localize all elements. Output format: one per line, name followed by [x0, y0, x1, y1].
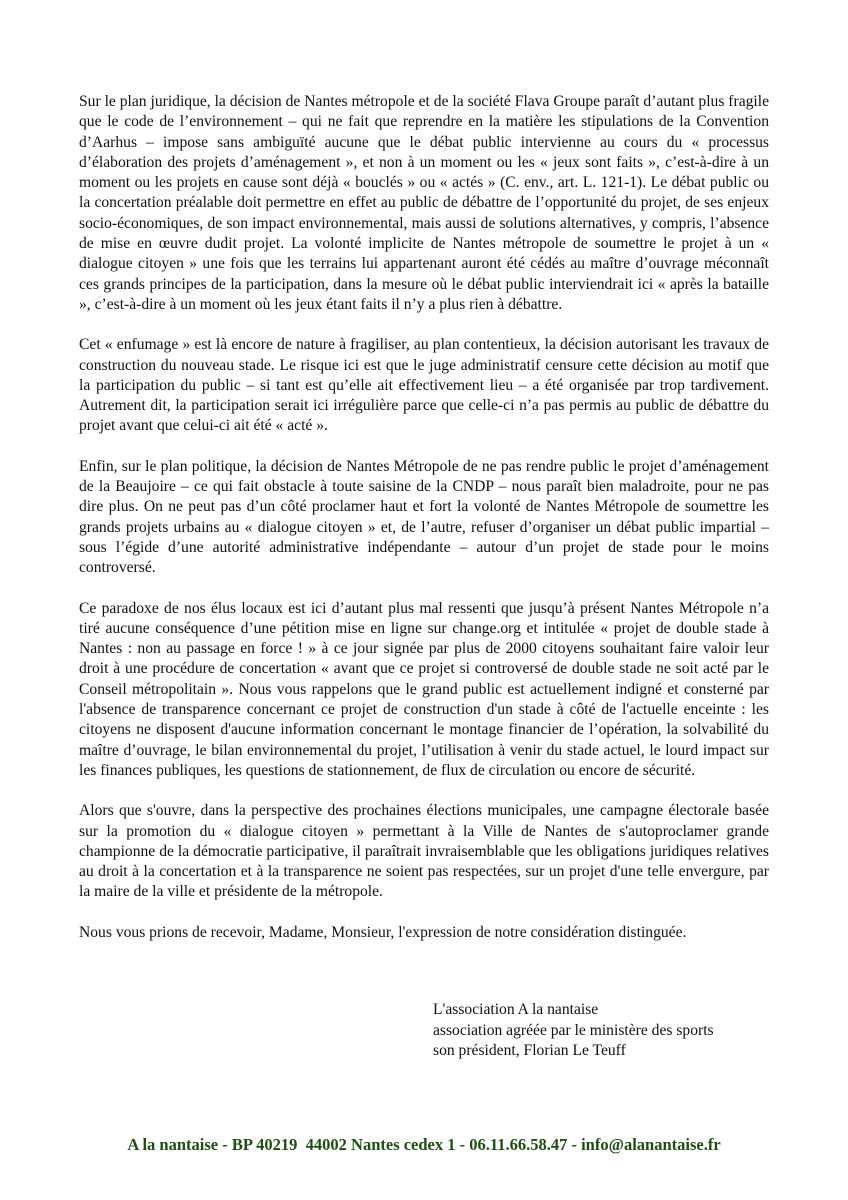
paragraph-elections: Alors que s'ouvre, dans la perspective des prochaines élections municipales, une campagne électorale basée sur la promotion du « dialogue citoyen » permettant à la Ville de Nantes de s'autoproclamer grande championne de la démocratie participative, il paraîtrait invraisemblable que les obligations juridiques relatives au droit à la concertation et à la transparence ne soient pas respectées, sur un projet d'une telle envergure, par la maire de la ville et présidente de la métropole.: [79, 802, 769, 901]
paragraph-petition: Ce paradoxe de nos élus locaux est ici d’autant plus mal ressenti que jusqu’à présent Nantes Métropole n’a tiré aucune conséquence d’une pétition mise en ligne sur change.org et intitulée « projet de double stade à Nantes : non au passage en force ! » à ce jour signée par plus de 2000 citoyens souhaitant faire valoir leur droit à une procédure de concertation « avant que ce projet si controversé de double stade ne soit acté par le Conseil métropolitain ». Nous vous rappelons que le grand public est actuellement indigné et consterné par l'absence de transparence concernant ce projet de construction d'un stade à côté de l'actuelle enceinte : les citoyens ne disposent d'aucune information concernant le montage financier de l’opération, la solvabilité du maître d’ouvrage, le bilan environnemental du projet, l’utilisation à venir du stade actuel, le lourd impact sur les finances publiques, les questions de stationnement, de flux de circulation ou encore de sécurité.: [79, 599, 769, 779]
signature-association: L'association A la nantaise: [433, 1001, 599, 1018]
signature-president: son président, Florian Le Teuff: [433, 1042, 626, 1059]
paragraph-legal-analysis: Sur le plan juridique, la décision de Nantes métropole et de la société Flava Groupe paraît d’autant plus fragile que le code de l’environnement – qui ne fait que reprendre en la matière les stipulations de la Convention d’Aarhus – impose sans ambiguïté aucune que le débat public intervienne au cours du « processus d’élaboration des projets d’aménagement », et non à un moment ou les « jeux sont faits », c’est-à-dire à un moment ou les projets en cause sont déjà « bouclés » ou « actés » (C. env., art. L. 121-1). Le débat public ou la concertation préalable doit permettre en effet au public de débattre de l’opportunité du projet, de ses enjeux socio-économiques, de son impact environnemental, mais aussi de solutions alternatives, y compris, l’absence de mise en œuvre dudit projet. La volonté implicite de Nantes métropole de soumettre le projet à un « dialogue citoyen » une fois que les terrains lui appartenant auront été cédés au maître d’ouvrage méconnaît ces grands principes de la participation, dans la mesure où le débat public interviendrait ici « après la bataille », c’est-à-dire à un moment où les jeux étant faits il n’y a plus rien à débattre.: [79, 93, 769, 313]
signature-accreditation: association agréée par le ministère des sports: [433, 1021, 714, 1039]
paragraph-political: Enfin, sur le plan politique, la décision de Nantes Métropole de ne pas rendre public le projet d’aménagement de la Beaujoire – ce qui fait obstacle à toute saisine de la CNDP – nous paraît bien maladroite, pour ne pas dire plus. On ne peut pas d’un côté proclamer haut et fort la volonté de Nantes Métropole de soumettre les grands projets urbains au « dialogue citoyen » et, de l’autre, refuser d’organiser un débat public impartial – sous l’égide d’une autorité administrative indépendante – autour d’un projet de stade pour le moins controversé.: [79, 457, 769, 577]
paragraph-closing: Nous vous prions de recevoir, Madame, Monsieur, l'expression de notre considération distinguée.: [79, 923, 687, 941]
letter-body: [79, 92, 769, 963]
footer-contact: A la nantaise - BP 40219 44002 Nantes cedex 1 - 06.11.66.58.47 - info@alanantaise.fr: [127, 1135, 721, 1154]
signature-block: [433, 1000, 714, 1062]
paragraph-enfumage: Cet « enfumage » est là encore de nature à fragiliser, au plan contentieux, la décision autorisant les travaux de construction du nouveau stade. Le risque ici est que le juge administratif censure cette décision au motif que la participation du public – si tant est qu’elle ait effectivement lieu – a été organisée par trop tardivement. Autrement dit, la participation serait ici irrégulière parce que celle-ci n’a pas permis au public de débattre du projet avant que celui-ci ait été « acté ».: [79, 336, 769, 435]
